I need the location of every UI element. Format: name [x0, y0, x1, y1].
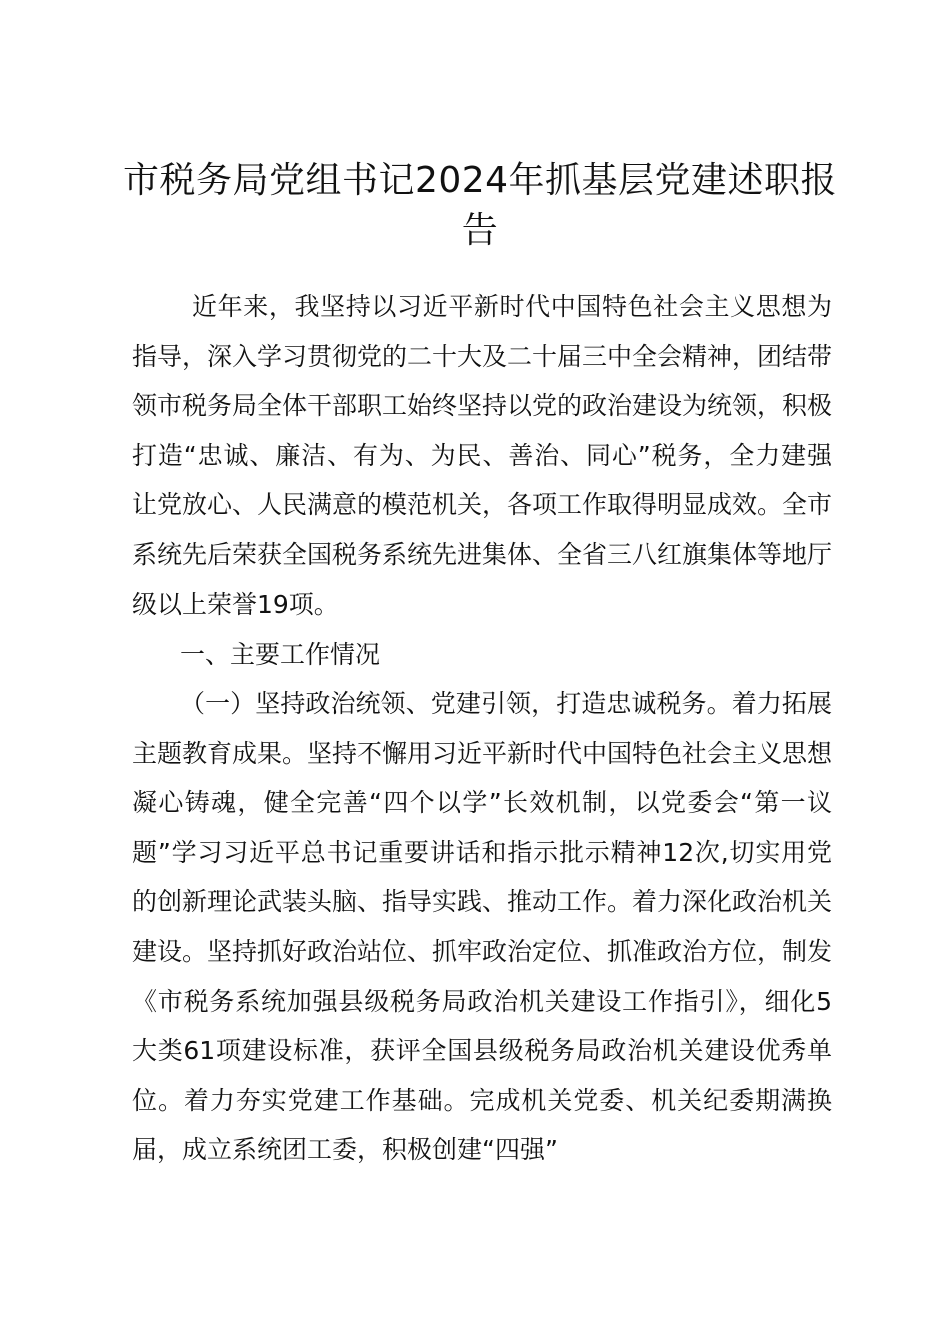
section-heading: 一、主要工作情况 — [180, 640, 381, 669]
intro-paragraph: 近年来，我坚持以习近平新时代中国特色社会主义思想为指导，深入学习贯彻党的二十大及二十届三中全会精神，团结带领市税务局全体干部职工始终坚持以党的政治建设为统领，积极打造“忠诚、廉洁、有为、为民、善治、同心”税务，全力建强让党放心、人民满意的模范机关，各项工作取得明显成效。全市系统先后荣获全国税务系统先进集体、全省三八红旗集体等地厅级以上荣誉19项。 — [132, 292, 833, 619]
document-title: 市税务局党组书记2024年抓基层党建述职报告 — [122, 160, 838, 251]
section-paragraph: （一）坚持政治统领、党建引领，打造忠诚税务。着力拓展主题教育成果。坚持不懈用习近平新时代中国特色社会主义思想凝心铸魂，健全完善“四个以学”长效机制，以党委会“第一议题”学习习近平总书记重要讲话和指示批示精神12次,切实用党的创新理论武装头脑、指导实践、推动工作。着力深化政治机关建设。坚持抓好政治站位、抓牢政治定位、抓准政治方位，制发《市税务系统加强县级税务局政治机关建设工作指引》，细化5大类61项建设标准，获评全国县级税务局政治机关建设优秀单位。着力夯实党建工作基础。完成机关党委、机关纪委期满换届，成立系统团工委，积极创建“四强” — [132, 689, 833, 1165]
